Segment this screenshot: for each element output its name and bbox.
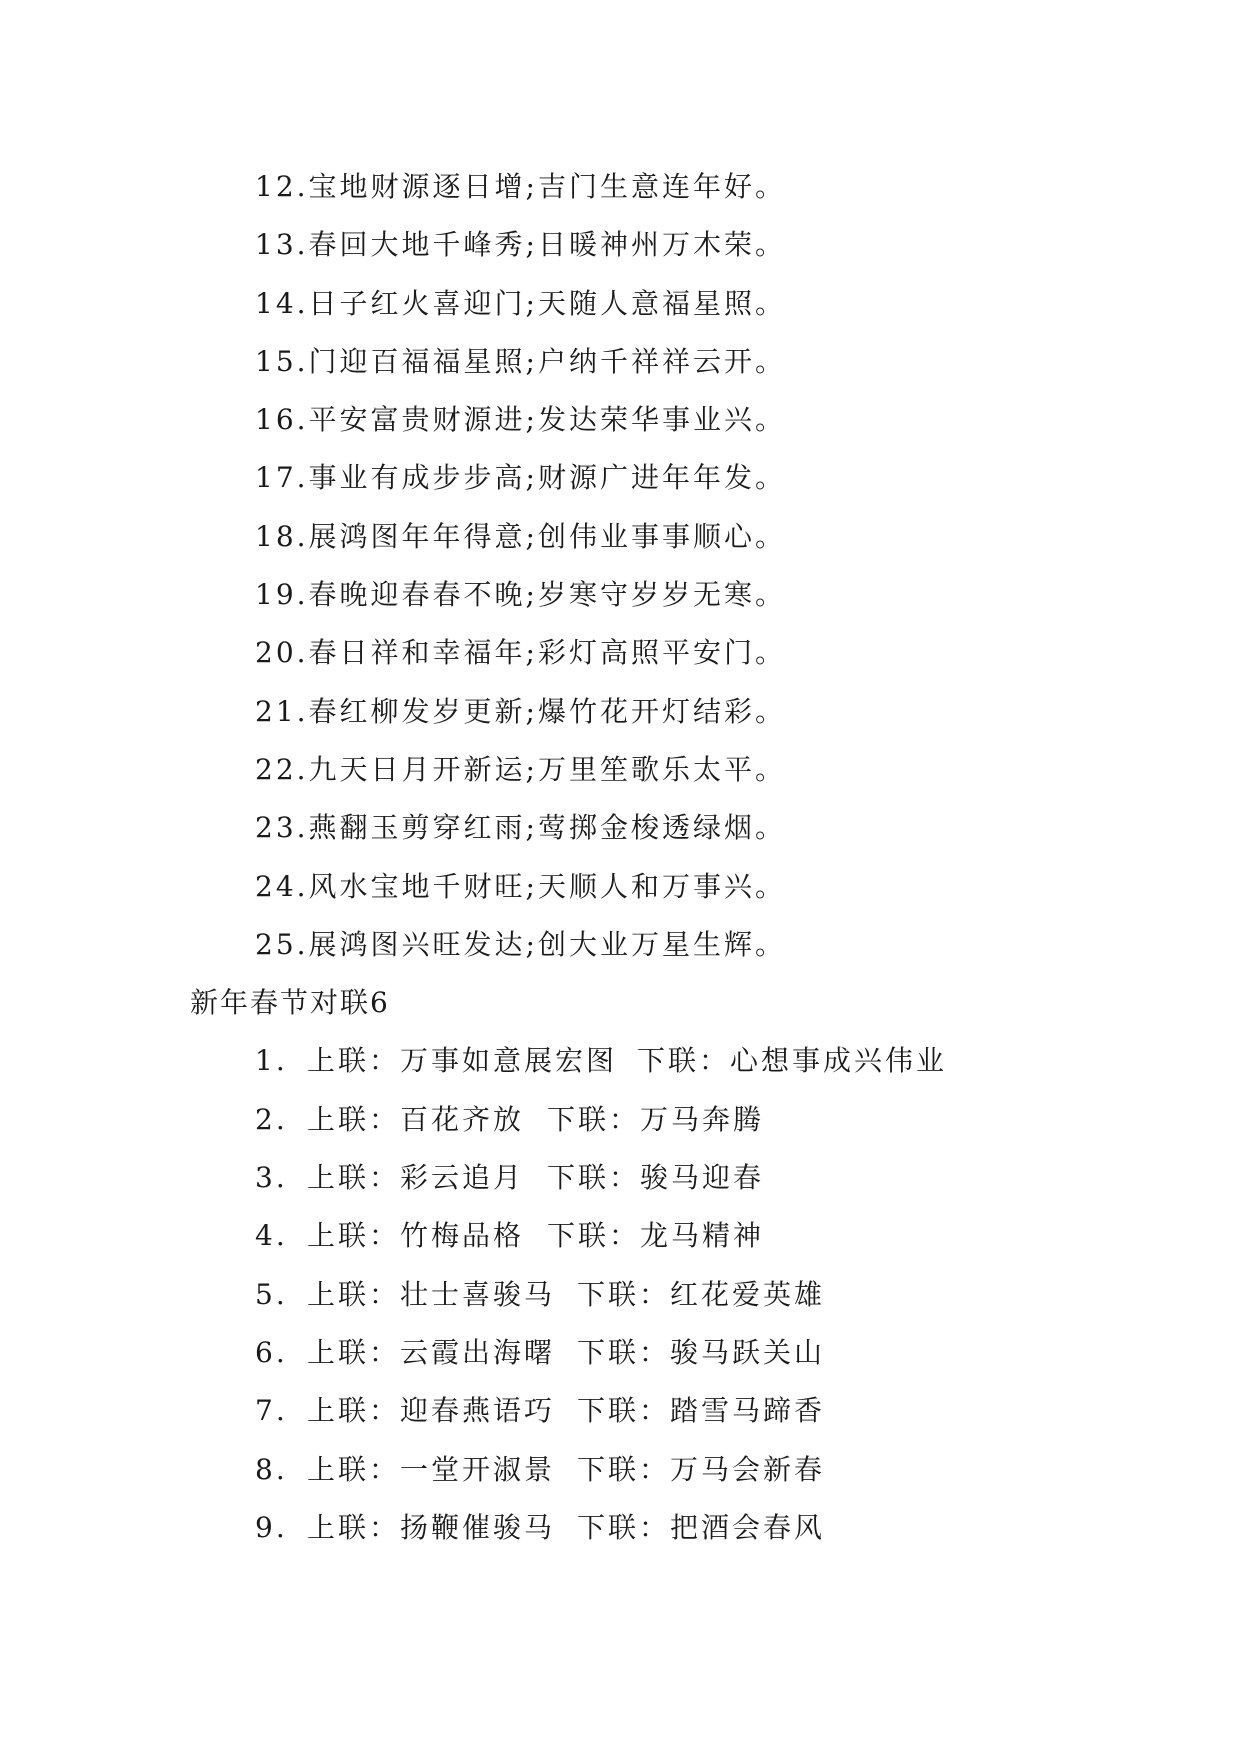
couplet-entry: 12.宝地财源逐日增;吉门生意连年好。 [255, 170, 786, 203]
couplet-entry: 25.展鸿图兴旺发达;创大业万星生辉。 [255, 927, 786, 961]
lower-line: 下联：骏马跃关山 [577, 1335, 826, 1369]
couplet-entry: 15.门迎百福福星照;户纳千祥祥云开。 [255, 344, 786, 378]
couplet-entry: 20.春日祥和幸福年;彩灯高照平安门。 [255, 636, 786, 670]
lower-line: 下联：龙马精神 [547, 1219, 765, 1253]
upper-line: 上联：扬鞭催骏马 [307, 1510, 556, 1544]
document-body [0, 158, 1241, 1557]
couplet-entry: 18.展鸿图年年得意;创伟业事事顺心。 [255, 519, 786, 553]
couplet-entry: 23.燕翻玉剪穿红雨;莺掷金梭透绿烟。 [255, 811, 786, 845]
upper-line: 上联：百花齐放 [307, 1102, 525, 1136]
upper-line: 上联：壮士喜骏马 [307, 1277, 556, 1311]
couplet-entry: 14.日子红火喜迎门;天随人意福星照。 [255, 286, 786, 320]
item-number: 4. [255, 1219, 288, 1253]
couplet-entry: 19.春晚迎春春不晚;岁寒守岁岁无寒。 [255, 578, 786, 612]
lower-line: 下联：红花爱英雄 [577, 1277, 826, 1311]
item-number: 9. [255, 1510, 288, 1544]
item-number: 1. [255, 1044, 288, 1078]
couplet-pair [0, 1441, 1241, 1499]
couplet-pair [0, 1091, 1241, 1149]
item-number: 5. [255, 1277, 288, 1311]
item-number: 7. [255, 1394, 288, 1428]
lower-line: 下联：万马奔腾 [547, 1102, 765, 1136]
item-number: 3. [255, 1161, 288, 1195]
couplet-pair [0, 1499, 1241, 1557]
lower-line: 下联：骏马迎春 [547, 1161, 765, 1195]
item-number: 8. [255, 1452, 288, 1486]
couplet-pair [0, 1032, 1241, 1090]
couplet-entry: 16.平安富贵财源进;发达荣华事业兴。 [255, 403, 786, 437]
upper-line: 上联：云霞出海曙 [307, 1335, 556, 1369]
couplet-pair [0, 1324, 1241, 1382]
couplet-pair [0, 1149, 1241, 1207]
lower-line: 下联：万马会新春 [577, 1452, 826, 1486]
upper-line: 上联：万事如意展宏图 [307, 1044, 618, 1078]
couplet-entry: 24.风水宝地千财旺;天顺人和万事兴。 [255, 869, 786, 903]
item-number: 6. [255, 1335, 288, 1369]
section-title: 新年春节对联6 [190, 986, 390, 1020]
lower-line: 下联：把酒会春风 [577, 1510, 826, 1544]
couplet-pair [0, 1266, 1241, 1324]
upper-line: 上联：迎春燕语巧 [307, 1394, 556, 1428]
couplet-entry: 22.九天日月开新运;万里笙歌乐太平。 [255, 752, 786, 786]
couplet-entry: 21.春红柳发岁更新;爆竹花开灯结彩。 [255, 694, 786, 728]
lower-line: 下联：踏雪马蹄香 [577, 1394, 826, 1428]
upper-line: 上联：竹梅品格 [307, 1219, 525, 1253]
couplet-entry: 13.春回大地千峰秀;日暖神州万木荣。 [255, 228, 786, 262]
upper-line: 上联：彩云追月 [307, 1161, 525, 1195]
couplet-pair [0, 1382, 1241, 1440]
upper-line: 上联：一堂开淑景 [307, 1452, 556, 1486]
couplet-pair [0, 1207, 1241, 1265]
couplet-entry: 17.事业有成步步高;财源广进年年发。 [255, 461, 786, 495]
item-number: 2. [255, 1102, 288, 1136]
lower-line: 下联：心想事成兴伟业 [637, 1044, 948, 1078]
